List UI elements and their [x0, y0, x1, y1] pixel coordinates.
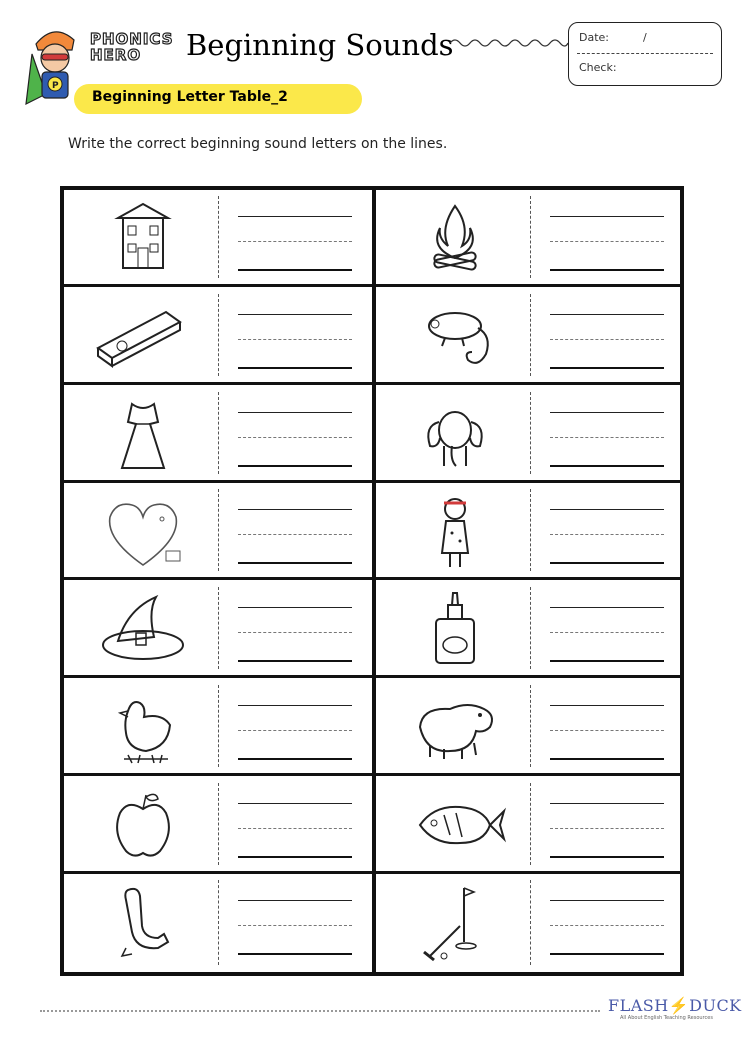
page-title: Beginning Sounds	[186, 28, 454, 62]
lightning-icon: ⚡	[668, 996, 690, 1015]
writing-line-base[interactable]	[550, 367, 664, 369]
girl-icon	[400, 491, 510, 571]
cell-dashed-divider	[530, 587, 531, 669]
witch-hat-icon	[88, 589, 198, 669]
hippo-icon	[400, 687, 510, 767]
writing-line-mid	[238, 241, 352, 242]
table-cell	[64, 483, 372, 580]
writing-line-top	[550, 412, 664, 413]
writing-line-mid	[550, 437, 664, 438]
writing-line-base[interactable]	[550, 758, 664, 760]
writing-line-mid	[550, 632, 664, 633]
table-cell	[376, 679, 684, 776]
logo-word-duck: DUCK	[689, 996, 742, 1015]
fish-icon	[400, 785, 510, 865]
writing-line-base[interactable]	[238, 953, 352, 955]
writing-line-base[interactable]	[550, 953, 664, 955]
writing-line-top	[238, 216, 352, 217]
right-column	[372, 190, 684, 972]
writing-line-top	[238, 412, 352, 413]
campfire-icon	[400, 198, 510, 278]
writing-line-top	[238, 314, 352, 315]
table-cell	[64, 679, 372, 776]
logo-tagline: All About English Teaching Resources	[620, 1015, 713, 1021]
cell-dashed-divider	[530, 294, 531, 376]
cell-dashed-divider	[218, 294, 219, 376]
date-separator: /	[643, 31, 647, 44]
table-cell	[376, 483, 684, 580]
cell-dashed-divider	[218, 587, 219, 669]
cell-dashed-divider	[530, 783, 531, 865]
writing-line-top	[550, 803, 664, 804]
writing-line-mid	[238, 632, 352, 633]
writing-line-mid	[550, 339, 664, 340]
apple-icon	[88, 785, 198, 865]
gum-pack-icon	[88, 296, 198, 376]
arm-icon	[88, 882, 198, 962]
writing-line-base[interactable]	[550, 465, 664, 467]
cell-dashed-divider	[530, 392, 531, 474]
date-label: Date:	[579, 31, 609, 44]
writing-line-top	[550, 607, 664, 608]
house-icon	[88, 198, 198, 278]
cell-dashed-divider	[530, 685, 531, 767]
cell-dashed-divider	[218, 685, 219, 767]
writing-line-base[interactable]	[238, 465, 352, 467]
table-cell	[64, 190, 372, 287]
writing-line-base[interactable]	[550, 562, 664, 564]
golf-icon	[400, 882, 510, 962]
writing-line-mid	[550, 241, 664, 242]
cell-dashed-divider	[218, 392, 219, 474]
writing-line-mid	[238, 339, 352, 340]
cell-dashed-divider	[218, 880, 219, 965]
cell-dashed-divider	[218, 489, 219, 571]
writing-line-top	[238, 705, 352, 706]
table-cell	[376, 874, 684, 971]
writing-line-mid	[238, 730, 352, 731]
page-subtitle: Beginning Letter Table_2	[92, 89, 288, 105]
hen-icon	[88, 687, 198, 767]
logo-word-flash: FLASH	[608, 996, 669, 1015]
writing-line-mid	[238, 828, 352, 829]
table-cell	[376, 386, 684, 483]
writing-line-top	[238, 607, 352, 608]
table-cell	[376, 190, 684, 287]
beginning-letter-table	[60, 186, 684, 976]
table-cell	[376, 581, 684, 678]
writing-line-base[interactable]	[238, 367, 352, 369]
table-cell	[376, 288, 684, 385]
table-cell	[376, 777, 684, 874]
writing-line-base[interactable]	[238, 660, 352, 662]
check-label: Check:	[579, 61, 617, 74]
svg-text:P: P	[52, 81, 59, 91]
cell-dashed-divider	[218, 196, 219, 278]
writing-line-base[interactable]	[550, 269, 664, 271]
writing-line-top	[550, 900, 664, 901]
writing-line-base[interactable]	[550, 660, 664, 662]
writing-line-mid	[238, 437, 352, 438]
table-cell	[64, 874, 372, 971]
writing-line-top	[238, 509, 352, 510]
writing-line-base[interactable]	[238, 758, 352, 760]
writing-line-mid	[550, 730, 664, 731]
table-cell	[64, 386, 372, 483]
phonics-hero-logo	[90, 30, 180, 70]
chameleon-icon	[400, 296, 510, 376]
cell-dashed-divider	[530, 489, 531, 571]
writing-line-top	[238, 803, 352, 804]
writing-line-mid	[550, 828, 664, 829]
elephant-icon	[400, 394, 510, 474]
instruction-text: Write the correct beginning sound letters on the lines.	[68, 136, 448, 152]
cell-dashed-divider	[530, 196, 531, 278]
writing-line-base[interactable]	[550, 856, 664, 858]
writing-line-top	[550, 509, 664, 510]
writing-line-top	[238, 900, 352, 901]
writing-line-top	[550, 216, 664, 217]
worksheet-header	[0, 0, 748, 120]
writing-line-mid	[550, 534, 664, 535]
writing-line-top	[550, 314, 664, 315]
cell-dashed-divider	[218, 783, 219, 865]
brand-line-1: PHONICS	[90, 30, 174, 48]
dress-icon	[88, 394, 198, 474]
writing-line-base[interactable]	[238, 562, 352, 564]
writing-line-mid	[238, 925, 352, 926]
writing-line-base[interactable]	[238, 856, 352, 858]
date-check-box	[568, 22, 722, 86]
table-cell	[64, 777, 372, 874]
glue-bottle-icon	[400, 589, 510, 669]
brand-line-2: HERO	[90, 46, 142, 64]
footer-dotted-line	[40, 1010, 600, 1012]
cell-dashed-divider	[530, 880, 531, 965]
writing-line-top	[550, 705, 664, 706]
date-box-divider	[577, 53, 713, 54]
table-cell	[64, 288, 372, 385]
heart-icon	[88, 491, 198, 571]
wavy-line-decoration	[450, 36, 568, 50]
writing-line-mid	[238, 534, 352, 535]
writing-line-base[interactable]	[238, 269, 352, 271]
left-column	[64, 190, 372, 972]
table-cell	[64, 581, 372, 678]
writing-line-mid	[550, 925, 664, 926]
flash-duck-logo	[608, 996, 742, 1015]
